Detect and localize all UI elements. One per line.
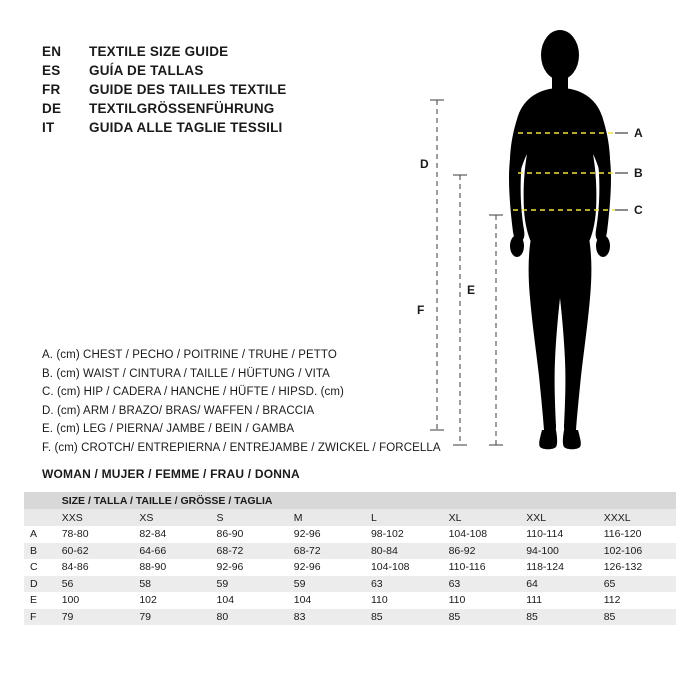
row-label: E [24, 592, 56, 609]
cell: 104-108 [443, 526, 521, 543]
language-title: GUIDA ALLE TAGLIE TESSILI [89, 120, 283, 135]
row-label: F [24, 609, 56, 626]
size-column-m: M [288, 509, 365, 526]
cell: 85 [365, 609, 443, 626]
cell: 58 [133, 576, 210, 593]
measure-label-c: C [634, 203, 643, 217]
cell: 63 [443, 576, 521, 593]
cell: 104-108 [365, 559, 443, 576]
language-row [42, 63, 372, 82]
language-title: TEXTILGRÖSSENFÜHRUNG [89, 101, 275, 116]
language-code: IT [42, 120, 55, 135]
leader-lines [615, 133, 628, 210]
legend-item-f: F. (cm) CROTCH/ ENTREPIERNA / ENTREJAMBE / ZWICKEL / FORCELLA [42, 441, 441, 454]
cell: 110-116 [443, 559, 521, 576]
cell: 94-100 [520, 543, 598, 560]
size-column-xxl: XXL [520, 509, 598, 526]
size-column-xxxl: XXXL [598, 509, 676, 526]
cell: 92-96 [211, 559, 288, 576]
legend-item-e: E. (cm) LEG / PIERNA/ JAMBE / BEIN / GAMBA [42, 423, 295, 435]
language-row [42, 82, 372, 101]
size-column-s: S [211, 509, 288, 526]
cell: 118-124 [520, 559, 598, 576]
language-row [42, 120, 372, 139]
title-language-block [42, 44, 372, 139]
cell: 111 [520, 592, 598, 609]
measure-label-b: B [634, 166, 643, 180]
cell: 88-90 [133, 559, 210, 576]
cell: 116-120 [598, 526, 676, 543]
language-code: DE [42, 101, 62, 116]
cell: 86-92 [443, 543, 521, 560]
cell: 63 [365, 576, 443, 593]
category-label: WOMAN / MUJER / FEMME / FRAU / DONNA [42, 467, 300, 481]
row-label: C [24, 559, 56, 576]
language-title: GUIDE DES TAILLES TEXTILE [89, 82, 287, 97]
legend-item-c: C. (cm) HIP / CADERA / HANCHE / HÜFTE / HIPSD. (cm) [42, 386, 344, 398]
cell: 84-86 [56, 559, 134, 576]
cell: 65 [598, 576, 676, 593]
cell: 86-90 [211, 526, 288, 543]
legend-item-d: D. (cm) ARM / BRAZO/ BRAS/ WAFFEN / BRACCIA [42, 404, 315, 417]
language-title: GUÍA DE TALLAS [89, 63, 204, 78]
language-code: FR [42, 82, 61, 97]
row-label: D [24, 576, 56, 593]
size-column-xs: XS [133, 509, 210, 526]
size-column-l: L [365, 509, 443, 526]
cell: 85 [443, 609, 521, 626]
female-body-silhouette [509, 30, 611, 449]
language-code: ES [42, 63, 61, 78]
table-header-blank [24, 492, 56, 509]
legend-item-b: B. (cm) WAIST / CINTURA / TAILLE / HÜFTUNG / VITA [42, 367, 330, 380]
cell: 59 [288, 576, 365, 593]
table-header-title: SIZE / TALLA / TAILLE / GRÖSSE / TAGLIA [56, 492, 676, 509]
cell: 100 [56, 592, 134, 609]
size-row-blank [24, 509, 56, 526]
measure-label-a: A [634, 126, 643, 140]
table-size-row [24, 509, 676, 526]
row-label: B [24, 543, 56, 560]
dimension-leg-e [489, 215, 503, 445]
table-header-row [24, 492, 676, 509]
cell: 104 [211, 592, 288, 609]
language-row [42, 101, 372, 120]
measure-label-e: E [467, 283, 476, 297]
measure-label-f: F [417, 303, 425, 317]
cell: 104 [288, 592, 365, 609]
cell: 78-80 [56, 526, 134, 543]
cell: 59 [211, 576, 288, 593]
cell: 110-114 [520, 526, 598, 543]
table-row [24, 592, 676, 609]
cell: 102-106 [598, 543, 676, 560]
cell: 56 [56, 576, 134, 593]
cell: 112 [598, 592, 676, 609]
cell: 85 [598, 609, 676, 626]
cell: 82-84 [133, 526, 210, 543]
size-column-xxs: XXS [56, 509, 134, 526]
cell: 85 [520, 609, 598, 626]
table-row [24, 543, 676, 560]
cell: 102 [133, 592, 210, 609]
cell: 79 [56, 609, 134, 626]
size-table [24, 492, 676, 625]
size-column-xl: XL [443, 509, 521, 526]
cell: 83 [288, 609, 365, 626]
cell: 64 [520, 576, 598, 593]
language-code: EN [42, 44, 62, 59]
cell: 98-102 [365, 526, 443, 543]
cell: 92-96 [288, 526, 365, 543]
cell: 68-72 [211, 543, 288, 560]
cell: 68-72 [288, 543, 365, 560]
cell: 64-66 [133, 543, 210, 560]
cell: 110 [443, 592, 521, 609]
table-row [24, 559, 676, 576]
cell: 60-62 [56, 543, 134, 560]
cell: 92-96 [288, 559, 365, 576]
cell: 80-84 [365, 543, 443, 560]
language-row [42, 44, 372, 63]
cell: 79 [133, 609, 210, 626]
table-row [24, 609, 676, 626]
table-row [24, 576, 676, 593]
measurement-legend [42, 349, 462, 460]
cell: 80 [211, 609, 288, 626]
measure-label-d: D [420, 157, 429, 171]
cell: 126-132 [598, 559, 676, 576]
table-row [24, 526, 676, 543]
row-label: A [24, 526, 56, 543]
language-title: TEXTILE SIZE GUIDE [89, 44, 229, 59]
legend-item-a: A. (cm) CHEST / PECHO / POITRINE / TRUHE / PETTO [42, 349, 337, 361]
cell: 110 [365, 592, 443, 609]
